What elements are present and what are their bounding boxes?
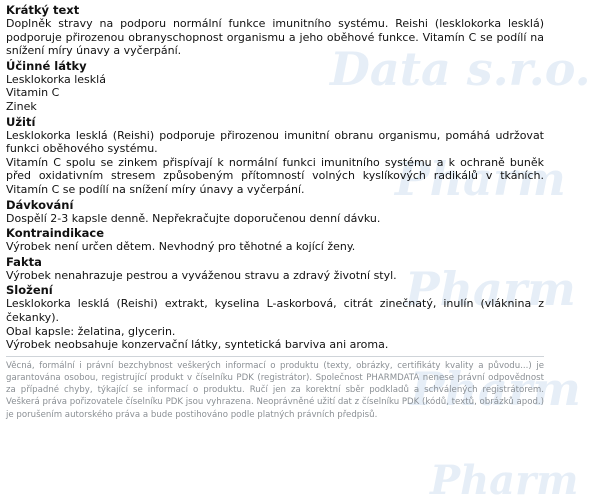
section-heading: Fakta — [6, 254, 42, 269]
section-composition — [6, 282, 544, 351]
ingredient-item: Vitamin C — [6, 86, 60, 100]
section-paragraph: Výrobek nenahrazuje pestrou a vyváženou stravu a zdravý životní styl. — [6, 268, 397, 282]
section-heading: Užití — [6, 114, 36, 129]
product-info — [0, 2, 550, 421]
divider — [6, 356, 544, 357]
legal-disclaimer: Věcná, formální i právní bezchybnost veškerých informací o produktu (texty, obrázky, certifikáty kvality a původu...) je garantována osobou, registrující produkt v číselníku PDK (registrátor). Společnost PHARMDATA nenese právní odpovědnost za případné chyby, týkající se informací o produktu. Ručí jen za korektní sběr podkladů a schválených registrátorem. Veškerá práva pořizovatele číselníku PDK jsou vyhrazena. Neoprávněné užití dat z číselníku PDK (kódů, textů, obrázků apod.) je porušením autorského práva a bude postihováno podle platných právních předpisů. — [6, 360, 544, 420]
section-paragraph: Doplněk stravy na podporu normální funkce imunitního systému. Reishi (lesklokorka lesklá) podporuje přirozenou obranyschopnost organismu a jeho oběhové funkce. Vitamín C se podílí na snížení míry únavy a vyčerpání. — [6, 17, 544, 58]
section-heading: Účinné látky — [6, 58, 87, 73]
section-short-text — [6, 2, 544, 58]
section-contraindications — [6, 225, 544, 254]
section-dosage — [6, 197, 544, 226]
section-paragraph: Obal kapsle: želatina, glycerin. — [6, 324, 176, 338]
ingredient-item: Lesklokorka lesklá — [6, 72, 106, 86]
section-heading: Kontraindikace — [6, 226, 105, 241]
section-paragraph: Vitamín C spolu se zinkem přispívají k normální funkci imunitního systému a k ochraně buněk před oxidativním stresem způsobeným přítomností volných kyslíkových radikálů v tkáních. Vitamín C se podílí na snížení míry únavy a vyčerpání. — [6, 155, 544, 196]
section-paragraph: Lesklokorka lesklá (Reishi) podporuje přirozenou imunitní obranu organismu, pomáhá udržovat funkci oběhového systému. — [6, 128, 544, 156]
section-usage — [6, 114, 544, 197]
ingredient-item: Zinek — [6, 99, 37, 113]
section-paragraph: Výrobek neobsahuje konzervační látky, syntetická barviva ani aroma. — [6, 338, 389, 352]
section-active-ingredients — [6, 58, 544, 114]
section-facts — [6, 254, 544, 283]
watermark-logo: Data s.r.o. — [330, 42, 591, 96]
section-paragraph: Dospělí 2-3 kapsle denně. Nepřekračujte doporučenou denní dávku. — [6, 211, 381, 225]
section-heading: Dávkování — [6, 197, 74, 212]
watermark-logo: Pharm — [405, 262, 576, 316]
watermark-logo: Pharm — [430, 457, 579, 504]
watermark-logo: Pharm — [410, 362, 581, 416]
section-paragraph: Lesklokorka lesklá (Reishi) extrakt, kyselina L-askorbová, citrát zinečnatý, inulín (vláknina z čekanky). — [6, 297, 544, 324]
watermark-logo: Pharm — [395, 152, 566, 206]
section-paragraph: Výrobek není určen dětem. Nevhodný pro těhotné a kojící ženy. — [6, 240, 356, 254]
section-heading: Složení — [6, 283, 53, 298]
section-heading: Krátký text — [6, 3, 80, 17]
